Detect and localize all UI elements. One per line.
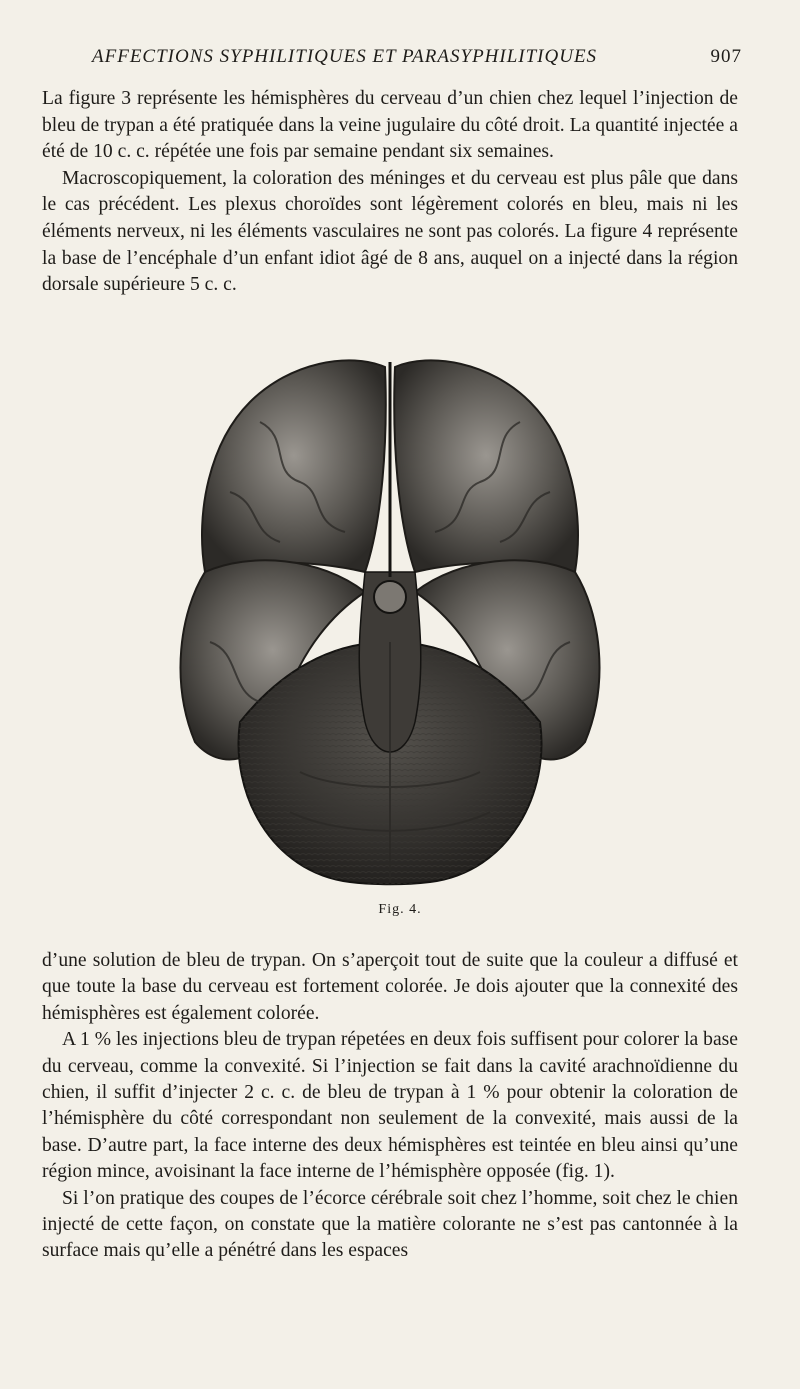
paragraph: La figure 3 représente les hémisphères du cerveau d’un chien chez lequel l’injection de bleu de trypan a été pratiquée dans la veine jugulaire du côté droit. La quantité injectée a été de 10 c. c. répétée une fois par semaine pendant six semaines.: [42, 88, 738, 163]
body-text-bottom: [42, 948, 738, 1265]
page-header: [44, 46, 742, 68]
paragraph: A 1 % les injections bleu de trypan répetées en deux fois suffisent pour colorer la base du cerveau, comme la convexité. Si l’injection se fait dans la cavité arachnoïdienne du chien, il suffit d’injecter 2 c. c. de bleu de trypan à 1 % pour obtenir la coloration de l’hémisphère du côté correspondant non seulement de la convexité, mais aussi de la base. D’autre part, la face interne des deux hémisphères est teintée en bleu ainsi qu’une région mince, avoisinant la face interne de l’hémisphère opposée (fig. 1).: [42, 1029, 738, 1183]
brain-engraving: [150, 342, 630, 892]
paragraph: Macroscopiquement, la coloration des méninges et du cerveau est plus pâle que dans le cas précédent. Les plexus choroïdes sont légèrement colorés en bleu, mais ni les éléments nerveux, ni les éléments vasculaires ne sont pas colorés. La figure 4 représente la base de l’encéphale d’un enfant idiot âgé de 8 ans, auquel on a injecté dans la région dorsale supérieure 5 c. c.: [42, 167, 738, 296]
paragraph: Si l’on pratique des coupes de l’écorce cérébrale soit chez l’homme, soit chez le chien injecté de cette façon, on constate que la matière colorante ne s’est pas cantonnée à la surface mais qu’elle a pénétré dans les espaces: [42, 1187, 738, 1262]
page-number: 907: [710, 46, 742, 67]
body-text-top: [42, 86, 738, 299]
figure-caption: Fig. 4.: [378, 902, 422, 917]
brain-base-illustration: [150, 342, 630, 892]
running-title: AFFECTIONS SYPHILITIQUES ET PARASYPHILITIQUES: [92, 46, 598, 67]
paragraph: d’une solution de bleu de trypan. On s’aperçoit tout de suite que la couleur a diffusé et que toute la base du cerveau est fortement colorée. Je dois ajouter que la connexité des hémisphères est également colorée.: [42, 950, 738, 1024]
